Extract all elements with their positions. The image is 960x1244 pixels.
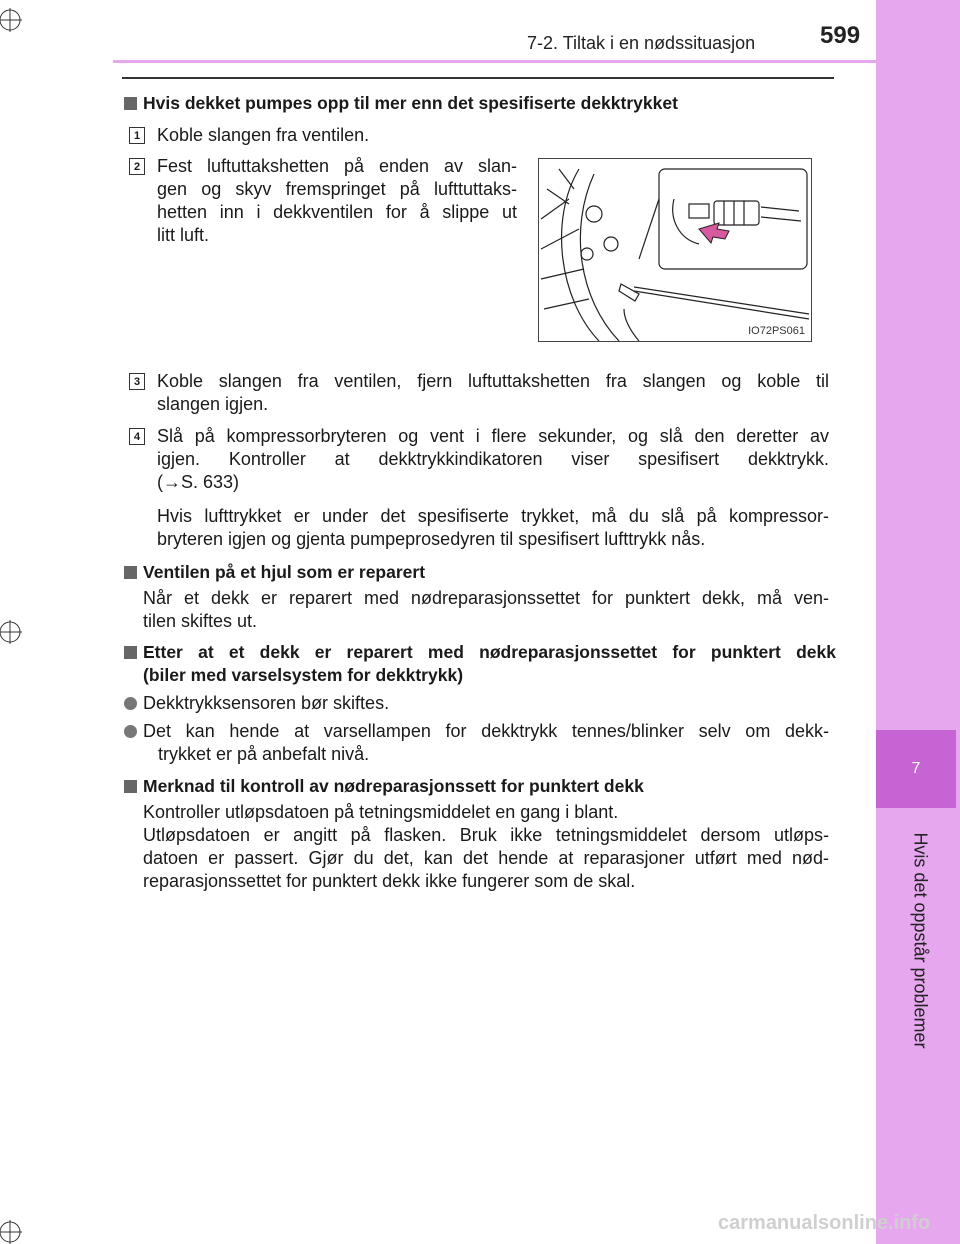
chapter-title: Hvis det oppstår problemer — [910, 832, 931, 1049]
watermark: carmanualsonline.info — [718, 1212, 931, 1234]
step-text: Koble slangen fra ventilen. — [157, 125, 370, 145]
note-paragraph: Hvis lufttrykket er under det spesifiserte trykket, må du slå på kompressor- bryteren igjen og gjenta pumpeprosedyren til spesifisert lufttrykk nås. — [157, 506, 829, 549]
paragraph: Kontroller utløpsdatoen på tetningsmiddelet en gang i blant. Utløpsdatoen er angitt på flasken. Bruk ikke tetningsmiddelet dersom utløps- datoen er passert. Gjør du det, kan det hende at reparasjoner utført med nød- reparasjonssettet for punktert dekk ikke fungerer som de skal. — [143, 802, 829, 891]
tire-valve-drawing — [539, 159, 811, 341]
page-number: 599 — [820, 22, 861, 49]
section-heading: Merknad til kontroll av nødreparasjonssett for punktert dekk — [124, 775, 644, 798]
square-bullet-icon — [124, 646, 137, 659]
square-bullet-icon — [124, 97, 137, 110]
square-bullet-icon — [124, 780, 137, 793]
figure-label: IO72PS061 — [748, 325, 805, 337]
valve-illustration — [538, 158, 812, 342]
section-heading: Hvis dekket pumpes opp til mer enn det spesifiserte dekktrykket — [124, 92, 678, 115]
step-text: Koble slangen fra ventilen, fjern luftuttakshetten fra slangen og koble til slangen igjen. — [157, 371, 829, 414]
paragraph: Når et dekk er reparert med nødreparasjonssettet for punktert dekk, må ven- tilen skiftes ut. — [143, 588, 829, 631]
header-rule — [113, 60, 876, 63]
round-bullet-icon — [124, 725, 137, 738]
step-text: Slå på kompressorbryteren og vent i flere sekunder, og slå den deretter av igjen. Kontroller at dekktrykkindikatoren viser spesifisert dekktrykk. (→S. 633) — [157, 426, 829, 492]
arrow-icon: → — [163, 472, 181, 492]
step-text: Fest luftuttakshetten på enden av slan- gen og skyv fremspringet på lufttuttaks- hetten inn i dekkventilen for å slippe ut litt luft. — [157, 156, 517, 245]
square-bullet-icon — [124, 566, 137, 579]
bullet-item: Det kan hende at varsellampen for dekktrykk tennes/blinker selv om dekk- trykket er på anbefalt nivå. — [124, 720, 829, 766]
step-number: 4 — [129, 428, 145, 445]
running-header: 7-2. Tiltak i en nødssituasjon — [527, 33, 756, 53]
page-reference-link[interactable]: S. 633) — [181, 472, 240, 492]
step-number: 3 — [129, 373, 145, 390]
chapter-number: 7 — [876, 730, 956, 808]
section-rule — [122, 77, 834, 79]
step-number: 1 — [129, 127, 145, 144]
step-number: 2 — [129, 158, 145, 175]
bullet-item: Dekktrykksensoren bør skiftes. — [124, 692, 389, 715]
section-heading: Ventilen på et hjul som er reparert — [124, 561, 425, 584]
section-heading: Etter at et dekk er reparert med nødreparasjonssettet for punktert dekk (biler med varselsystem for dekktrykk) — [124, 641, 836, 687]
round-bullet-icon — [124, 697, 137, 710]
